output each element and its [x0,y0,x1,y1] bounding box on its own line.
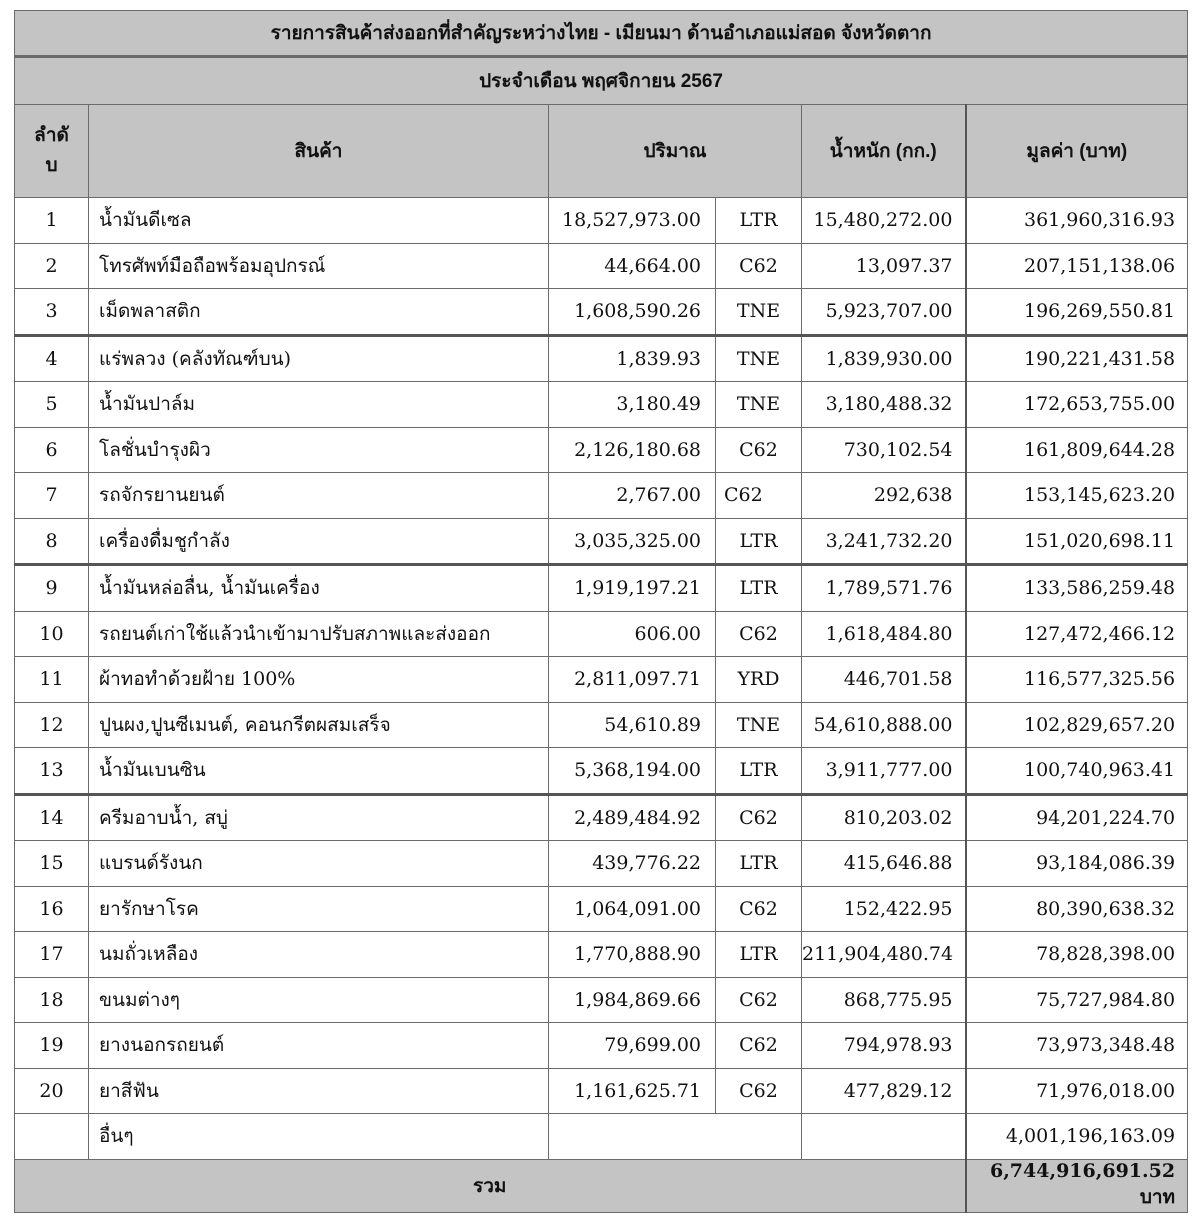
row-value: 73,973,348.48 [966,1023,1188,1069]
row-quantity: 2,126,180.68 [549,427,716,473]
row-value: 361,960,316.93 [966,198,1188,244]
table-row [15,289,1188,336]
row-weight: 211,904,480.74 [802,932,966,978]
title-row [15,11,1188,57]
row-product: น้ำมันปาล์ม [89,382,549,428]
table-row [15,748,1188,795]
table-row [15,1068,1188,1114]
table-row [15,335,1188,382]
row-unit: C62 [716,473,802,519]
row-value: 71,976,018.00 [966,1068,1188,1114]
row-value: 93,184,086.39 [966,841,1188,887]
column-header-no-line1: ลำดั [34,124,69,146]
row-product: รถจักรยานยนต์ [89,473,549,519]
row-quantity: 2,811,097.71 [549,657,716,703]
column-header-value: มูลค่า (บาท) [966,105,1188,198]
row-value: 172,653,755.00 [966,382,1188,428]
row-quantity: 3,180.49 [549,382,716,428]
row-value: 196,269,550.81 [966,289,1188,336]
row-unit: TNE [716,335,802,382]
table-row [15,977,1188,1023]
row-value: 94,201,224.70 [966,794,1188,841]
row-product: เครื่องดื่มชูกำลัง [89,518,549,565]
row-product: ยางนอกรถยนต์ [89,1023,549,1069]
row-quantity: 54,610.89 [549,702,716,748]
row-no: 13 [15,748,89,795]
row-unit: LTR [716,518,802,565]
others-weight [802,1114,966,1160]
row-weight: 152,422.95 [802,886,966,932]
row-weight: 810,203.02 [802,794,966,841]
table-row [15,932,1188,978]
row-value: 75,727,984.80 [966,977,1188,1023]
row-weight: 5,923,707.00 [802,289,966,336]
row-product: ขนมต่างๆ [89,977,549,1023]
row-weight: 3,911,777.00 [802,748,966,795]
row-no: 7 [15,473,89,519]
row-no: 1 [15,198,89,244]
row-product: ยาสีฟัน [89,1068,549,1114]
row-quantity: 3,035,325.00 [549,518,716,565]
row-unit: YRD [716,657,802,703]
row-weight: 3,241,732.20 [802,518,966,565]
table-body [15,198,1188,1114]
table-row [15,518,1188,565]
row-no: 16 [15,886,89,932]
table-row [15,473,1188,519]
row-quantity: 439,776.22 [549,841,716,887]
row-unit: LTR [716,841,802,887]
row-product: ยารักษาโรค [89,886,549,932]
table-row [15,243,1188,289]
row-unit: C62 [716,886,802,932]
row-unit: LTR [716,198,802,244]
table-row [15,841,1188,887]
others-quantity [549,1114,802,1160]
row-unit: C62 [716,243,802,289]
row-weight: 54,610,888.00 [802,702,966,748]
table-row [15,1023,1188,1069]
row-value: 153,145,623.20 [966,473,1188,519]
row-value: 190,221,431.58 [966,335,1188,382]
row-weight: 13,097.37 [802,243,966,289]
row-quantity: 79,699.00 [549,1023,716,1069]
table-row [15,565,1188,612]
row-no: 18 [15,977,89,1023]
row-unit: C62 [716,1023,802,1069]
row-no: 5 [15,382,89,428]
row-no: 3 [15,289,89,336]
row-unit: LTR [716,932,802,978]
others-no [15,1114,89,1160]
row-value: 207,151,138.06 [966,243,1188,289]
row-no: 8 [15,518,89,565]
subtitle-row [15,57,1188,105]
row-value: 100,740,963.41 [966,748,1188,795]
row-unit: C62 [716,611,802,657]
row-quantity: 2,767.00 [549,473,716,519]
column-header-row [15,105,1188,198]
row-quantity: 1,984,869.66 [549,977,716,1023]
row-unit: C62 [716,977,802,1023]
row-quantity: 1,161,625.71 [549,1068,716,1114]
row-weight: 415,646.88 [802,841,966,887]
row-product: ครีมอาบน้ำ, สบู่ [89,794,549,841]
total-row [15,1159,1188,1212]
row-no: 10 [15,611,89,657]
row-weight: 794,978.93 [802,1023,966,1069]
row-product: น้ำมันเบนซิน [89,748,549,795]
row-value: 116,577,325.56 [966,657,1188,703]
row-value: 102,829,657.20 [966,702,1188,748]
table-row [15,657,1188,703]
table-row [15,702,1188,748]
row-quantity: 1,608,590.26 [549,289,716,336]
row-quantity: 44,664.00 [549,243,716,289]
row-product: รถยนต์เก่าใช้แล้วนำเข้ามาปรับสภาพและส่งออก [89,611,549,657]
row-unit: C62 [716,794,802,841]
row-no: 6 [15,427,89,473]
total-value: 6,744,916,691.52 บาท [966,1159,1188,1212]
row-value: 133,586,259.48 [966,565,1188,612]
row-quantity: 1,919,197.21 [549,565,716,612]
row-weight: 1,789,571.76 [802,565,966,612]
row-unit: TNE [716,702,802,748]
others-value: 4,001,196,163.09 [966,1114,1188,1160]
row-weight: 477,829.12 [802,1068,966,1114]
row-weight: 1,839,930.00 [802,335,966,382]
row-unit: LTR [716,748,802,795]
row-product: ผ้าทอทำด้วยฝ้าย 100% [89,657,549,703]
row-no: 2 [15,243,89,289]
row-unit: LTR [716,565,802,612]
row-no: 19 [15,1023,89,1069]
row-product: เม็ดพลาสติก [89,289,549,336]
row-no: 17 [15,932,89,978]
row-quantity: 18,527,973.00 [549,198,716,244]
others-row [15,1114,1188,1160]
table-subtitle: ประจำเดือน พฤศจิกายน 2567 [15,57,1188,105]
row-value: 161,809,644.28 [966,427,1188,473]
others-label: อื่นๆ [89,1114,549,1160]
total-label: รวม [15,1159,966,1212]
column-header-quantity: ปริมาณ [549,105,802,198]
row-quantity: 606.00 [549,611,716,657]
row-value: 78,828,398.00 [966,932,1188,978]
row-unit: C62 [716,427,802,473]
row-quantity: 1,839.93 [549,335,716,382]
column-header-weight: น้ำหนัก (กก.) [802,105,966,198]
table-row [15,886,1188,932]
row-value: 151,020,698.11 [966,518,1188,565]
row-weight: 15,480,272.00 [802,198,966,244]
row-weight: 730,102.54 [802,427,966,473]
row-no: 20 [15,1068,89,1114]
row-value: 80,390,638.32 [966,886,1188,932]
row-value: 127,472,466.12 [966,611,1188,657]
table-title: รายการสินค้าส่งออกที่สำคัญระหว่างไทย - เมียนมา ด้านอำเภอแม่สอด จังหวัดตาก [15,11,1188,57]
row-product: น้ำมันดีเซล [89,198,549,244]
table-row [15,427,1188,473]
row-quantity: 1,064,091.00 [549,886,716,932]
table-row [15,382,1188,428]
row-quantity: 5,368,194.00 [549,748,716,795]
column-header-product: สินค้า [89,105,549,198]
row-no: 4 [15,335,89,382]
row-weight: 1,618,484.80 [802,611,966,657]
row-no: 15 [15,841,89,887]
table-row [15,611,1188,657]
column-header-no [15,105,89,198]
row-no: 11 [15,657,89,703]
row-no: 14 [15,794,89,841]
row-no: 12 [15,702,89,748]
row-unit: TNE [716,382,802,428]
row-product: น้ำมันหล่อลื่น, น้ำมันเครื่อง [89,565,549,612]
row-weight: 292,638 [802,473,966,519]
row-quantity: 1,770,888.90 [549,932,716,978]
table-row [15,198,1188,244]
export-table [14,10,1188,1213]
row-unit: TNE [716,289,802,336]
row-unit: C62 [716,1068,802,1114]
column-header-no-line2: บ [45,155,58,176]
row-weight: 3,180,488.32 [802,382,966,428]
row-product: ปูนผง,ปูนซีเมนต์, คอนกรีตผสมเสร็จ [89,702,549,748]
row-product: โทรศัพท์มือถือพร้อมอุปกรณ์ [89,243,549,289]
row-no: 9 [15,565,89,612]
table-row [15,794,1188,841]
export-table-document [14,10,1187,1213]
row-weight: 446,701.58 [802,657,966,703]
row-weight: 868,775.95 [802,977,966,1023]
row-product: แบรนด์รังนก [89,841,549,887]
row-quantity: 2,489,484.92 [549,794,716,841]
row-product: นมถั่วเหลือง [89,932,549,978]
row-product: แร่พลวง (คลังทัณฑ์บน) [89,335,549,382]
row-product: โลชั่นบำรุงผิว [89,427,549,473]
